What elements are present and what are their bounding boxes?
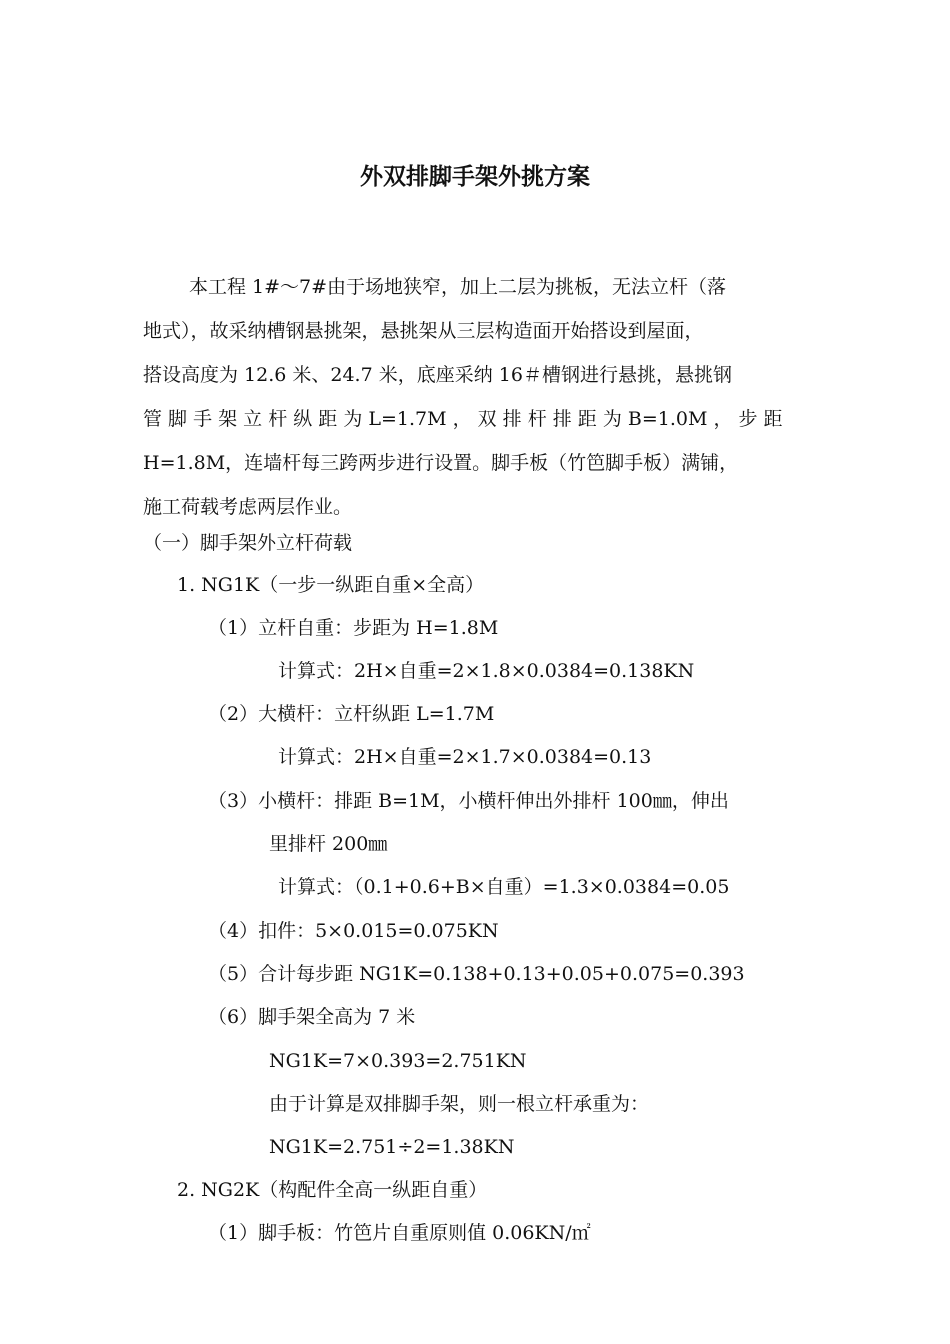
item-heading: 1. NG1K（一步一纵距自重×全高） — [177, 574, 485, 596]
calculation-line: NG1K=2.751÷2=1.38KN — [269, 1136, 515, 1158]
intro-line: 施工荷载考虑两层作业。 — [143, 496, 353, 518]
note-line: 由于计算是双排脚手架，则一根立杆承重为： — [269, 1093, 650, 1115]
item-heading: 2. NG2K（构配件全高一纵距自重） — [177, 1179, 488, 1201]
sub-item: （5）合计每步距 NG1K=0.138+0.13+0.05+0.075=0.393 — [208, 963, 745, 985]
intro-line: 管 脚 手 架 立 杆 纵 距 为 L=1.7M ， 双 排 杆 排 距 为 B=1.0M ， 步 距 — [143, 408, 783, 430]
sub-item: （1）立杆自重：步距为 H=1.8M — [208, 617, 499, 639]
intro-paragraph — [143, 265, 823, 529]
calculation-line: NG1K=7×0.393=2.751KN — [269, 1050, 527, 1072]
sub-item: （3）小横杆：排距 B=1M，小横杆伸出外排杆 100㎜，伸出 — [208, 790, 729, 812]
sub-item: （4）扣件：5×0.015=0.075KN — [208, 920, 499, 942]
sub-item: （6）脚手架全高为 7 米 — [208, 1006, 416, 1028]
intro-line: 搭设高度为 12.6 米、24.7 米，底座采纳 16＃槽钢进行悬挑，悬挑钢 — [143, 364, 732, 386]
intro-line: 本工程 1#～7#由于场地狭窄，加上二层为挑板，无法立杆（落 — [189, 276, 727, 298]
calculation-line: 计算式：（0.1+0.6+B×自重）=1.3×0.0384=0.05 — [278, 876, 730, 898]
sub-item: （2）大横杆：立杆纵距 L=1.7M — [208, 703, 495, 725]
intro-line: 地式），故采纳槽钢悬挑架，悬挑架从三层构造面开始搭设到屋面， — [143, 320, 704, 342]
document-title: 外双排脚手架外挑方案 — [360, 163, 590, 190]
calculation-line: 计算式：2H×自重=2×1.8×0.0384=0.138KN — [278, 660, 695, 682]
intro-line: H=1.8M，连墙杆每三跨两步进行设置。脚手板（竹笆脚手板）满铺， — [143, 452, 739, 474]
sub-item: （1）脚手板：竹笆片自重原则值 0.06KN/㎡ — [208, 1222, 591, 1244]
section-heading: （一）脚手架外立杆荷载 — [143, 532, 353, 554]
sub-item-continuation: 里排杆 200㎜ — [269, 833, 388, 855]
calculation-line: 计算式：2H×自重=2×1.7×0.0384=0.13 — [278, 746, 652, 768]
